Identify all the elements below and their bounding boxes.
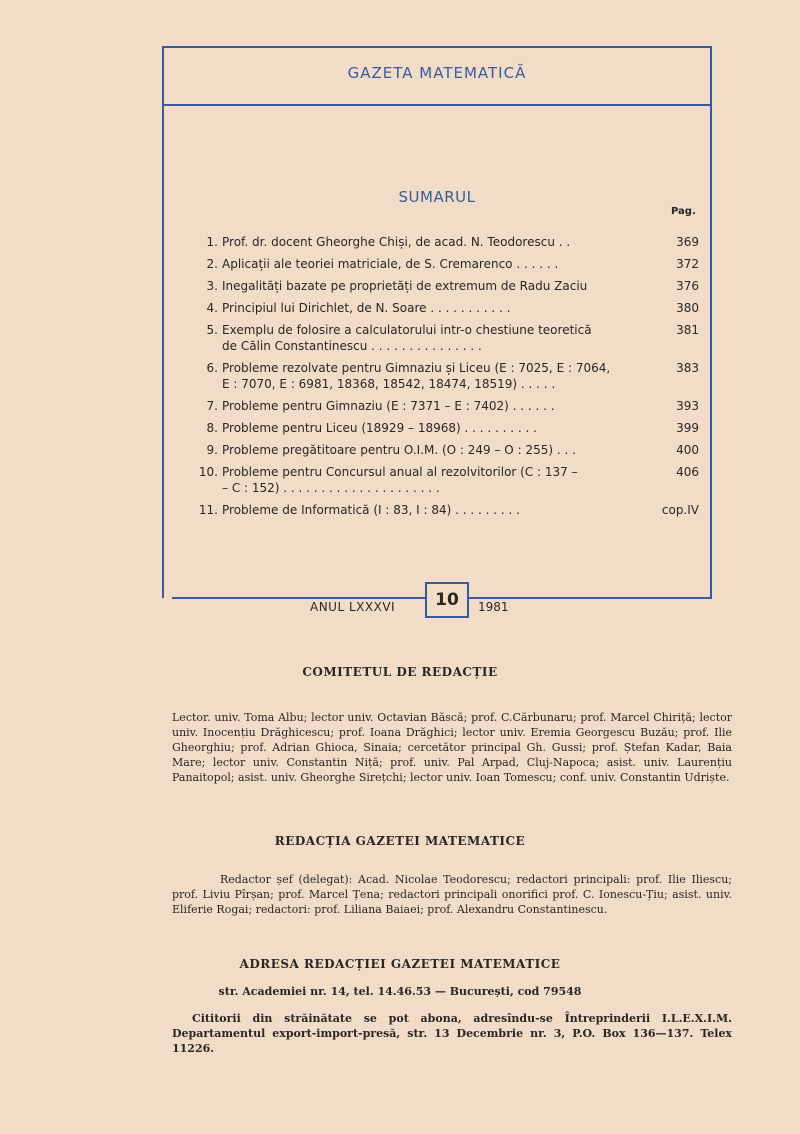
toc-entry-text [194,464,634,496]
toc-entry-page: 369 [676,235,699,249]
toc-entry-continuation: E : 7070, E : 6981, 18368, 18542, 18474, 18519) . . . . . [222,377,556,391]
toc-entry-title: Principiul lui Dirichlet, de N. Soare . . . . . . . . . . . [222,301,511,315]
title-divider [164,104,710,106]
toc-entry [194,442,699,458]
toc-entry-number: 4. [206,301,218,315]
toc-entry [194,420,699,436]
toc-entry-number: 3. [206,279,218,293]
toc-entry-number: 8. [206,421,218,435]
toc-entry-title: Probleme rezolvate pentru Gimnaziu și Liceu (E : 7025, E : 7064, [222,361,611,375]
toc-entry [194,398,699,414]
toc-entry [194,322,699,354]
contents-frame [162,46,712,598]
toc-entry-continuation: de Călin Constantinescu . . . . . . . . . . . . . . . [222,339,482,353]
toc-entry-page: 381 [676,323,699,337]
toc-entry-text [194,278,634,294]
toc-entry-title: Exemplu de folosire a calculatorului intr-o chestiune teoretică [222,323,592,337]
committee-text: Lector. univ. Toma Albu; lector univ. Octavian Băscă; prof. C.Cărbunaru; prof. Marcel Chiriță; lector univ. Inocențiu Drăghicescu; prof. Ioana Drăghici; lector univ. Eremia Georgescu Buzău; prof. Ilie Gheorghiu; prof. Adrian Ghioca, Sinaia; cercetător principal Gh. Gussi; prof. Ștefan Kadar, Baia Mare; lector univ. Constantin Niță; prof. univ. Pal Arpad, Cluj-Napoca; asist. univ. Laurențiu Panaitopol; asist. univ. Gheorghe Sirețchi; lector univ. Ioan Tomescu; conf. univ. Constantin Udriște. [172,711,732,784]
toc-entry-page: 400 [676,443,699,457]
toc-entry-text [194,360,634,392]
toc-entry-text [194,442,634,458]
toc-entry-continuation: – C : 152) . . . . . . . . . . . . . . . . . . . . . [222,481,440,495]
toc-entry-number: 6. [206,361,218,375]
page-column-header: Pag. [671,206,696,217]
toc-entry-text [194,300,634,316]
toc-entry-page: 399 [676,421,699,435]
toc-entry-page: 383 [676,361,699,375]
toc-entry-text [194,420,634,436]
toc-entry-page: 376 [676,279,699,293]
toc-entry [194,502,699,518]
toc-entry [194,256,699,272]
toc-entry-text [194,322,634,354]
toc-entry-number: 2. [206,257,218,271]
toc-entry-page: 393 [676,399,699,413]
committee-heading: COMITETUL DE REDACȚIE [302,665,498,679]
toc-entry-title: Probleme pentru Gimnaziu (E : 7371 – E : 7402) . . . . . . [222,399,555,413]
toc-entry [194,360,699,392]
toc-entry-number: 11. [198,503,218,517]
year-label: 1981 [478,600,509,614]
editorial-text: Redactor șef (delegat): Acad. Nicolae Teodorescu; redactori principali: prof. Ilie Iliescu; prof. Liviu Pîrșan; prof. Marcel Țena; redactori principali onorifici prof. C. Ionescu-Țiu; asist. univ. Eliferie Rogai; redactori: prof. Liliana Baiaei; prof. Alexandru Constantinescu. [172,873,732,916]
issue-number: 10 [425,582,469,618]
toc-entry [194,278,699,294]
toc-entry-text [194,234,634,250]
toc-entry-title: Probleme de Informatică (I : 83, I : 84) . . . . . . . . . [222,503,520,517]
volume-label: ANUL LXXXVI [310,600,396,614]
toc-entry-title: Probleme pregătitoare pentru O.I.M. (O : 249 – O : 255) . . . [222,443,576,457]
toc-entry-page: cop.IV [661,503,699,517]
toc-entry-page: 406 [676,465,699,479]
table-of-contents [194,234,699,524]
toc-entry-title: Probleme pentru Concursul anual al rezolvitorilor (C : 137 – [222,465,578,479]
toc-entry-title: Prof. dr. docent Gheorghe Chiși, de acad. N. Teodorescu . . [222,235,571,249]
toc-entry-title: Probleme pentru Liceu (18929 – 18968) . . . . . . . . . . [222,421,537,435]
address-line: str. Academiei nr. 14, tel. 14.46.53 — București, cod 79548 [218,985,582,998]
toc-entry-number: 1. [206,235,218,249]
toc-entry [194,464,699,496]
address-heading: ADRESA REDACȚIEI GAZETEI MATEMATICE [239,957,561,971]
toc-entry-number: 5. [206,323,218,337]
toc-entry-text [194,502,634,518]
toc-entry-number: 7. [206,399,218,413]
toc-entry-page: 380 [676,301,699,315]
editorial-heading: REDACȚIA GAZETEI MATEMATICE [274,834,526,848]
toc-entry-title: Inegalități bazate pe proprietăți de extremum de Radu Zaciu [222,279,588,293]
toc-entry-page: 372 [676,257,699,271]
journal-title: GAZETA MATEMATICĂ [347,64,527,82]
toc-entry-text [194,398,634,414]
subscription-note: Cititorii din străinătate se pot abona, adresîndu-se Întreprinderii I.L.E.X.I.M. Departamentul export-import-presă, str. 13 Decembrie nr. 3, P.O. Box 136—137. Telex 11226. [172,1012,732,1055]
toc-entry-text [194,256,634,272]
toc-entry [194,300,699,316]
toc-entry-number: 10. [198,465,218,479]
summary-title: SUMARUL [398,188,476,206]
toc-entry-number: 9. [206,443,218,457]
toc-entry [194,234,699,250]
toc-entry-title: Aplicații ale teoriei matriciale, de S. Cremarenco . . . . . . [222,257,559,271]
